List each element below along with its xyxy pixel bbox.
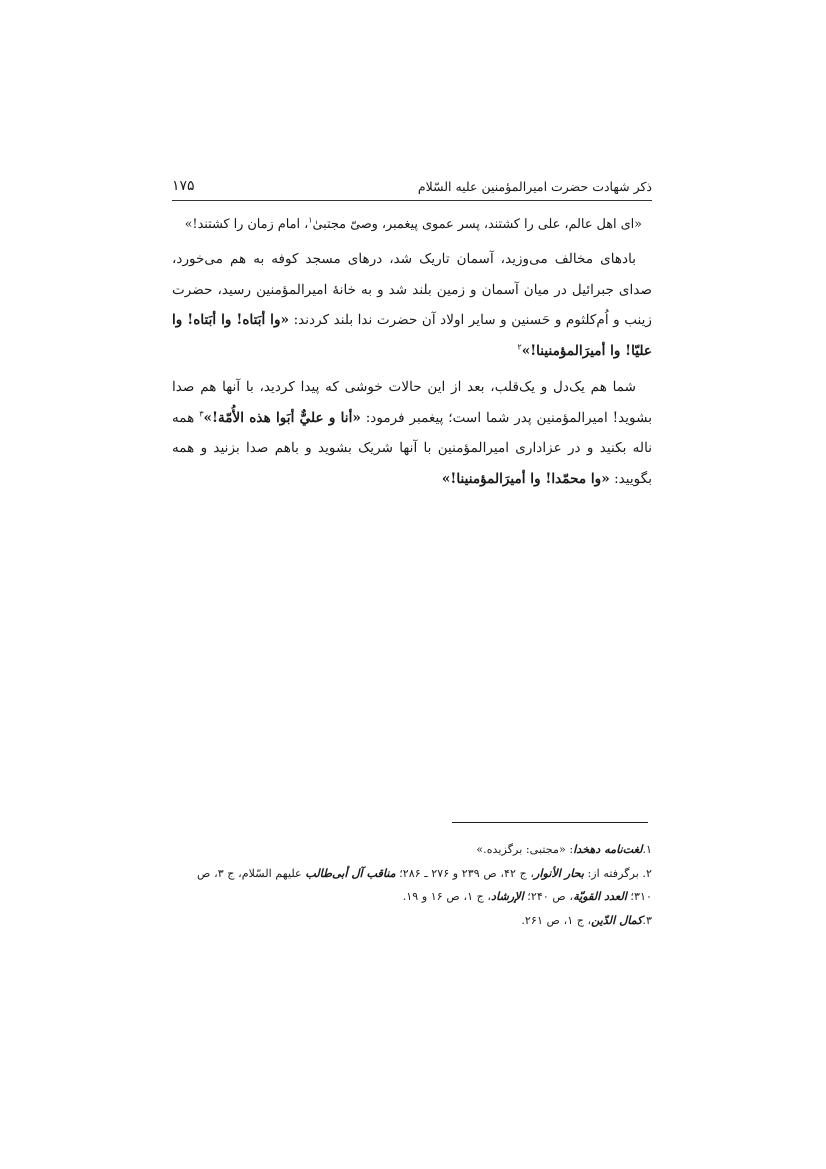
lament-cry: «وا أبَتاه! وا أبَتاه! وا عليّا! وا أميرَالمؤمنينا!» bbox=[172, 312, 652, 359]
footnote-2-cite-3: ، ص ۲۴۰؛ bbox=[523, 890, 574, 903]
footnote-2-number: ۲. bbox=[642, 866, 652, 880]
footnote-3 bbox=[172, 909, 652, 933]
footnote-2-cite-1: ، ج ۴۲، ص ۲۳۹ و ۲۷۶ ـ ۲۸۶؛ bbox=[395, 866, 535, 880]
footnote-3-number: ۳. bbox=[642, 913, 652, 927]
running-title: ذکر شهادت حضرت امیرالمؤمنین علیه السّلام bbox=[417, 179, 652, 194]
footnote-3-source: كمال الدّين bbox=[591, 912, 643, 927]
footnote-ref-3: ۳ bbox=[199, 408, 204, 418]
footnote-2-cite-4: ، ج ۱، ص ۱۶ و ۱۹. bbox=[402, 890, 492, 903]
footnote-divider bbox=[452, 822, 648, 823]
footnote-2 bbox=[172, 862, 652, 909]
footnote-1 bbox=[172, 838, 652, 862]
paragraph-1 bbox=[172, 244, 652, 366]
main-text bbox=[172, 213, 652, 494]
footnote-2-prefix: برگرفته از: bbox=[583, 866, 639, 880]
quote-text: «ای اهل عالم، علی را کشتند، پسر عموی پیغمبر، وصیّ مجتبیٰ bbox=[312, 217, 642, 232]
footnote-1-number: ۱. bbox=[642, 843, 652, 856]
paragraph-2 bbox=[172, 372, 652, 494]
footnote-2-source-4: الإرشاد bbox=[491, 889, 524, 903]
hadith-quote: «أنا و عليٌّ أبَوا هذه الأُمّة!» bbox=[203, 409, 361, 426]
footnote-2-cite-2: علیهم السّلام، ج ۳، ص ۳۱۰؛ bbox=[197, 866, 652, 903]
footnote-ref-1: ۱ bbox=[308, 215, 313, 225]
footnote-3-text: ، ج ۱، ص ۲۶۱. bbox=[521, 913, 592, 927]
quote-paragraph bbox=[172, 213, 652, 236]
footnote-2-source-2: مناقب آل أبی‌طالب bbox=[305, 865, 396, 880]
page-header bbox=[172, 174, 652, 201]
footnote-2-source-3: العدد القويّة bbox=[573, 889, 627, 903]
footnote-2-source-1: بحار الأنوار bbox=[534, 865, 584, 880]
closing-cry: «وا محمّدا! وا أميرَالمؤمنينا!» bbox=[441, 470, 610, 487]
footnote-1-source: لغت‌نامه دهخدا bbox=[573, 842, 643, 856]
paragraph-1-text: بادهای مخالف می‌وزید، آسمان تاریک شد، درهای مسجد کوفه به هم می‌خورد، صدای جبرائیل در میان آسمان و زمین بلند شد و به خانهٔ امیرالمؤمنین رسید، حضرت زینب و اُم‌کلثوم و حَسنین و سایر اولاد آن حضرت ندا بلند کردند: bbox=[172, 251, 652, 328]
footnote-1-text: : «مجتبی: برگزیده.» bbox=[476, 843, 574, 856]
paragraph-2-text-a: شما هم یک‌دل و یک‌قلب، بعد از این حالات خوشی که پیدا کردید، با آنها هم صدا بشوید! امیرالمؤمنین پدر شما است؛ پیغمبر فرمود: bbox=[172, 379, 652, 426]
paragraph-2-text-b: همه ناله بکنید و در عزاداری امیرالمؤمنین با آنها شریک بشوید و باهم صدا بزنید و همه بگویید: bbox=[172, 409, 652, 487]
page-number: ۱۷۵ bbox=[172, 178, 195, 194]
footnotes bbox=[172, 838, 652, 932]
quote-end: ، امام زمان را کشتند!» bbox=[184, 217, 309, 232]
footnote-ref-2: ۲ bbox=[517, 341, 522, 351]
